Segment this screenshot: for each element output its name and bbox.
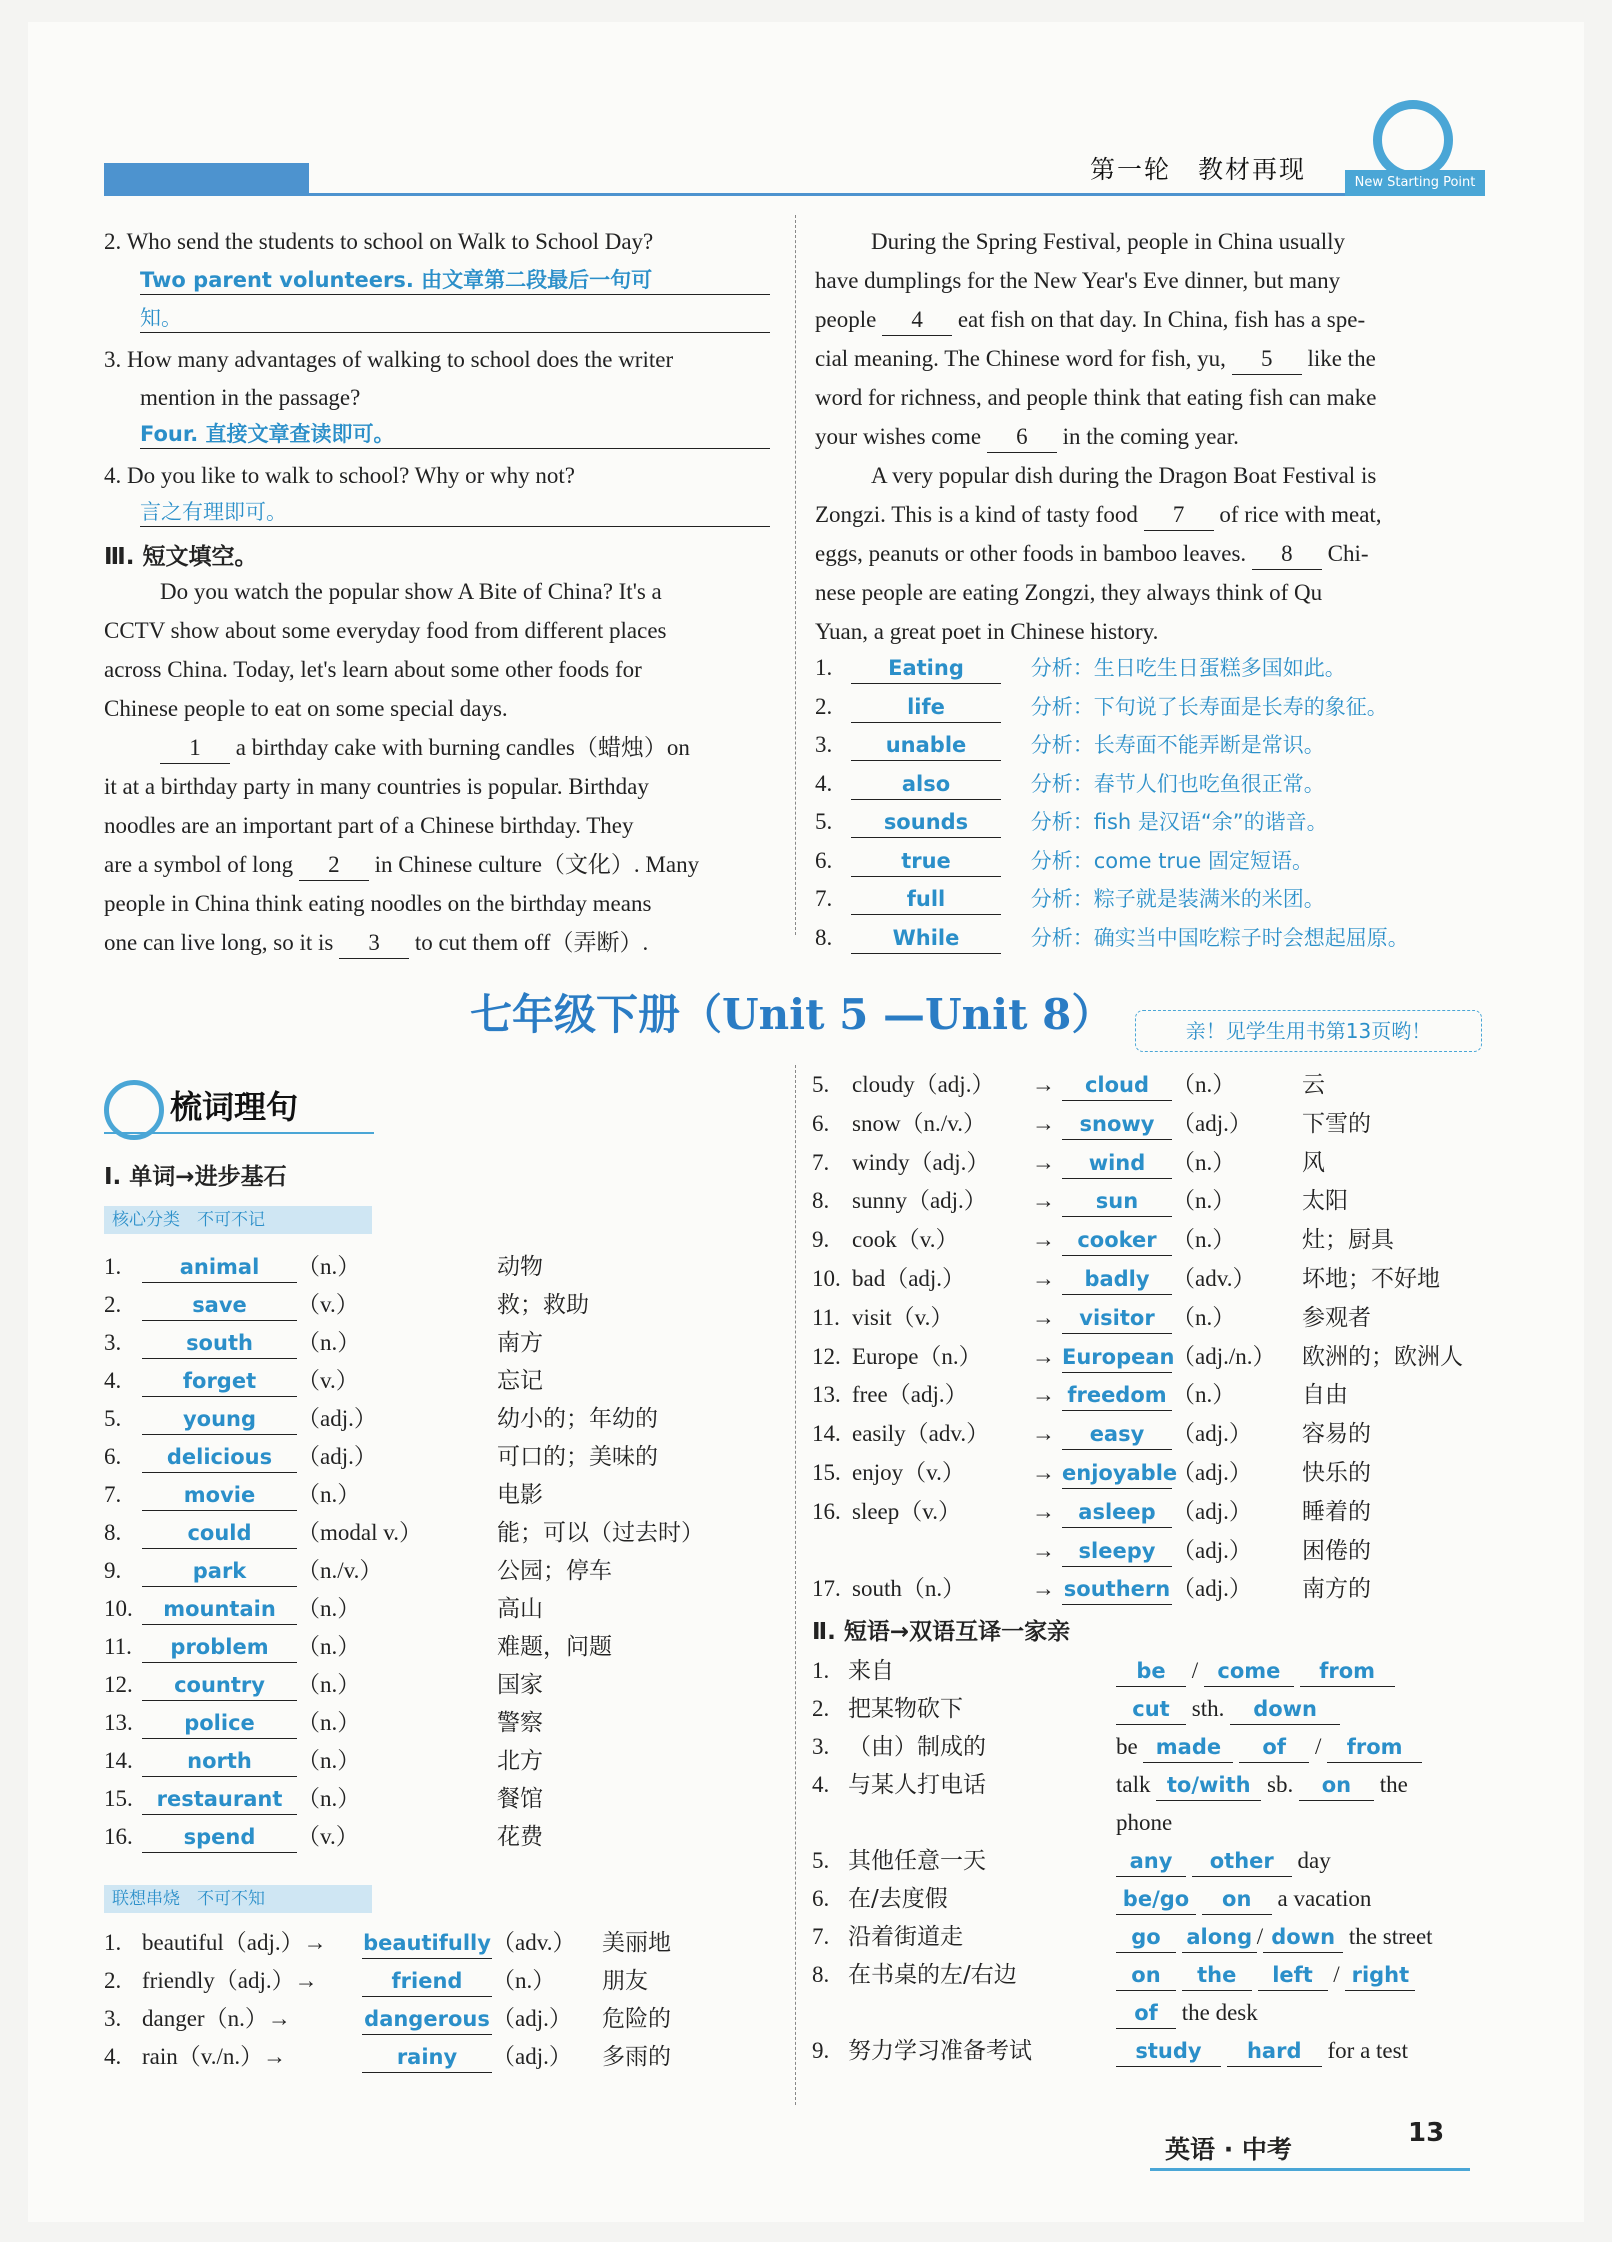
derive-row: 15. enjoy（v.） → enjoyable（adj.） 快乐的 [812, 1454, 1492, 1493]
blank-7[interactable]: 7 [1144, 500, 1214, 531]
phrase-row: 3. （由）制成的 be made of / from [812, 1728, 1492, 1766]
section-title: 七年级下册（Unit 5 —Unit 8） [470, 990, 1114, 1039]
word-list [104, 1248, 794, 1856]
derive-row: 13. free（adj.） → freedom （n.） 自由 [812, 1376, 1492, 1415]
word-row: 6. delicious （adj.） 可口的；美味的 [104, 1438, 794, 1476]
heading-ring-icon [104, 1080, 164, 1140]
phrase-row: 1. 来自 be / come from [812, 1652, 1492, 1690]
question-3: 3. How many advantages of walking to school does the writer [104, 347, 674, 372]
phrase-row: 9. 努力学习准备考试 study hard for a test [812, 2032, 1492, 2070]
word-row: 5. young （adj.） 幼小的；年幼的 [104, 1400, 794, 1438]
answer-item: 7. full 分析：粽子就是装满米的米团。 [815, 879, 1495, 918]
logo-ring-icon [1373, 100, 1453, 180]
blank-8[interactable]: 8 [1252, 539, 1322, 570]
phrase-row: phone [1116, 1810, 1173, 1835]
word-row: 3. south （n.） 南方 [104, 1324, 794, 1362]
derive-row: 9. cook（v.） → cooker （n.） 灶；厨具 [812, 1221, 1492, 1260]
question-3-line2: mention in the passage? [140, 385, 361, 410]
section-3-title: Ⅲ. 短文填空。 [104, 544, 258, 570]
derive-row: 3. danger（n.）→ dangerous（adj.） 危险的 [104, 2000, 794, 2038]
word-row: 13. police （n.） 警察 [104, 1704, 794, 1742]
blank-4[interactable]: 4 [882, 305, 952, 336]
derive-row: 5. cloudy（adj.） → cloud （n.） 云 [812, 1066, 1492, 1105]
word-row: 2. save （v.） 救；救助 [104, 1286, 794, 1324]
derive-row: 2. friendly（adj.）→ friend （n.） 朋友 [104, 1962, 794, 2000]
derive-list-left [104, 1924, 794, 2076]
column-divider-top [795, 215, 796, 935]
footer-subject: 英语 · 中考 [1165, 2135, 1292, 2164]
derive-row: 17. south（n.） → southern（adj.） 南方的 [812, 1570, 1492, 1609]
word-row: 1. animal （n.） 动物 [104, 1248, 794, 1286]
footer-rule [1150, 2168, 1470, 2171]
derive-row: 12. Europe（n.） → European（adj./n.） 欧洲的；欧洲人 [812, 1338, 1492, 1377]
word-row: 12. country （n.） 国家 [104, 1666, 794, 1704]
phrase-row: 8. 在书桌的左/右边 on the left / right [812, 1956, 1492, 1994]
derive-row: 4. rain（v./n.）→ rainy （adj.） 多雨的 [104, 2038, 794, 2076]
heading-rule [104, 1132, 374, 1134]
tag-core: 核心分类 不可不记 [104, 1206, 372, 1234]
derive-row: 8. sunny（adj.） → sun （n.） 太阳 [812, 1182, 1492, 1221]
derive-row: 16. sleep（v.） → asleep （adj.） 睡着的 [812, 1493, 1492, 1532]
word-row: 4. forget （v.） 忘记 [104, 1362, 794, 1400]
phrase-row: of the desk [812, 1994, 1492, 2032]
answer-4: 言之有理即可。 [140, 496, 770, 527]
word-row: 10. mountain （n.） 高山 [104, 1590, 794, 1628]
answer-3: Four. 直接文章查读即可。 [140, 418, 770, 449]
passage-p2: 1 a birthday cake with burning candles（蜡烛）on it at a birthday party in many countries is popular. Birthday noodles are an important part of a Chinese birthday. They are a symbol of long 2 in Chinese culture（文化）. Many people in China think eating noodles on the birthday means one can live long, so it is 3 to cut them off（弄断）. [104, 728, 784, 962]
phrase-row: 7. 沿着街道走 go along / down the street [812, 1918, 1492, 1956]
blank-1[interactable]: 1 [160, 733, 230, 764]
derive-row: 7. windy（adj.） → wind （n.） 风 [812, 1144, 1492, 1183]
question-2: 2. Who send the students to school on Walk to School Day? [104, 229, 654, 254]
header-rule [104, 193, 1484, 196]
derive-row: 11. visit（v.） → visitor （n.） 参观者 [812, 1299, 1492, 1338]
header-bar [104, 163, 309, 193]
part-2-title: Ⅱ. 短语→双语互译一家亲 [812, 1619, 1071, 1645]
derive-row: 6. snow（n./v.） → snowy （adj.） 下雪的 [812, 1105, 1492, 1144]
word-row: 8. could （modal v.） 能；可以（过去时） [104, 1514, 794, 1552]
blank-6[interactable]: 6 [987, 422, 1057, 453]
vocab-heading: 梳词理句 [170, 1088, 299, 1126]
phrase-row: 5. 其他任意一天 any other day [812, 1842, 1492, 1880]
phrase-list [812, 1652, 1492, 2070]
blank-2[interactable]: 2 [299, 850, 369, 881]
header-title: 第一轮 教材再现 [1090, 155, 1307, 184]
word-row: 15. restaurant （n.） 餐馆 [104, 1780, 794, 1818]
answer-item: 1. Eating 分析：生日吃生日蛋糕多国如此。 [815, 648, 1495, 687]
blank-5[interactable]: 5 [1232, 344, 1302, 375]
answer-item: 8. While 分析：确实当中国吃粽子时会想起屈原。 [815, 918, 1495, 957]
derive-row: → sleepy （adj.） 困倦的 [812, 1532, 1492, 1571]
derive-row: 10. bad（adj.） → badly （adv.） 坏地；不好地 [812, 1260, 1492, 1299]
answer-2-cont: 知。 [140, 302, 770, 333]
passage-right: During the Spring Festival, people in China usually have dumplings for the New Year's Eve dinner, but many people 4 eat fish on that day. In China, fish has a spe- cial meaning. The Chinese word for fish, yu, 5 like the word for richness, and people think that eating fish can make your wishes come 6 in the coming year. A very popular dish during the Dragon Boat Festival is Zongzi. This is a kind of tasty food 7 of rice with meat, eggs, peanuts or other foods in bamboo leaves. 8 Chi- nese people are eating Zongzi, they always think of Qu Yuan, a great poet in Chinese history. [815, 229, 1382, 644]
answer-item: 2. life 分析：下句说了长寿面是长寿的象征。 [815, 687, 1495, 726]
phrase-row: 2. 把某物砍下 cut sth. down [812, 1690, 1492, 1728]
answer-item: 4. also 分析：春节人们也吃鱼很正常。 [815, 764, 1495, 803]
question-4: 4. Do you like to walk to school? Why or why not? [104, 463, 576, 488]
answer-2: Two parent volunteers. 由文章第二段最后一句可 [140, 264, 770, 295]
derive-row: 1. beautiful（adj.）→ beautifully（adv.） 美丽地 [104, 1924, 794, 1962]
part-1-title: Ⅰ. 单词→进步基石 [104, 1164, 287, 1190]
answer-item: 5. sounds 分析：fish 是汉语“余”的谐音。 [815, 802, 1495, 841]
logo-text: New Starting Point [1345, 170, 1485, 196]
word-row: 7. movie （n.） 电影 [104, 1476, 794, 1514]
word-row: 14. north （n.） 北方 [104, 1742, 794, 1780]
column-divider-bottom [795, 1065, 796, 2105]
derive-row: 14. easily（adv.） → easy （adj.） 容易的 [812, 1415, 1492, 1454]
word-row: 11. problem （n.） 难题，问题 [104, 1628, 794, 1666]
blank-3[interactable]: 3 [339, 928, 409, 959]
hint-box: 亲！见学生用书第13页哟！ [1135, 1010, 1482, 1052]
passage-p1: Do you watch the popular show A Bite of China? It's a CCTV show about some everyday food from different places across China. Today, let's learn about some other foods for Chinese people to eat on some special days. [104, 579, 667, 721]
word-row: 16. spend （v.） 花费 [104, 1818, 794, 1856]
tag-association: 联想串烧 不可不知 [104, 1885, 372, 1913]
word-row: 9. park （n./v.） 公园；停车 [104, 1552, 794, 1590]
phrase-row: 4. 与某人打电话 talk to/with sb. on the [812, 1766, 1492, 1804]
phrase-row: 6. 在/去度假 be/go on a vacation [812, 1880, 1492, 1918]
derive-list-right [812, 1066, 1492, 1609]
answer-item: 6. true 分析：come true 固定短语。 [815, 841, 1495, 880]
answer-item: 3. unable 分析：长寿面不能弄断是常识。 [815, 725, 1495, 764]
page-number: 13 [1408, 2118, 1445, 2148]
logo [1345, 100, 1485, 200]
answer-list [815, 648, 1495, 956]
